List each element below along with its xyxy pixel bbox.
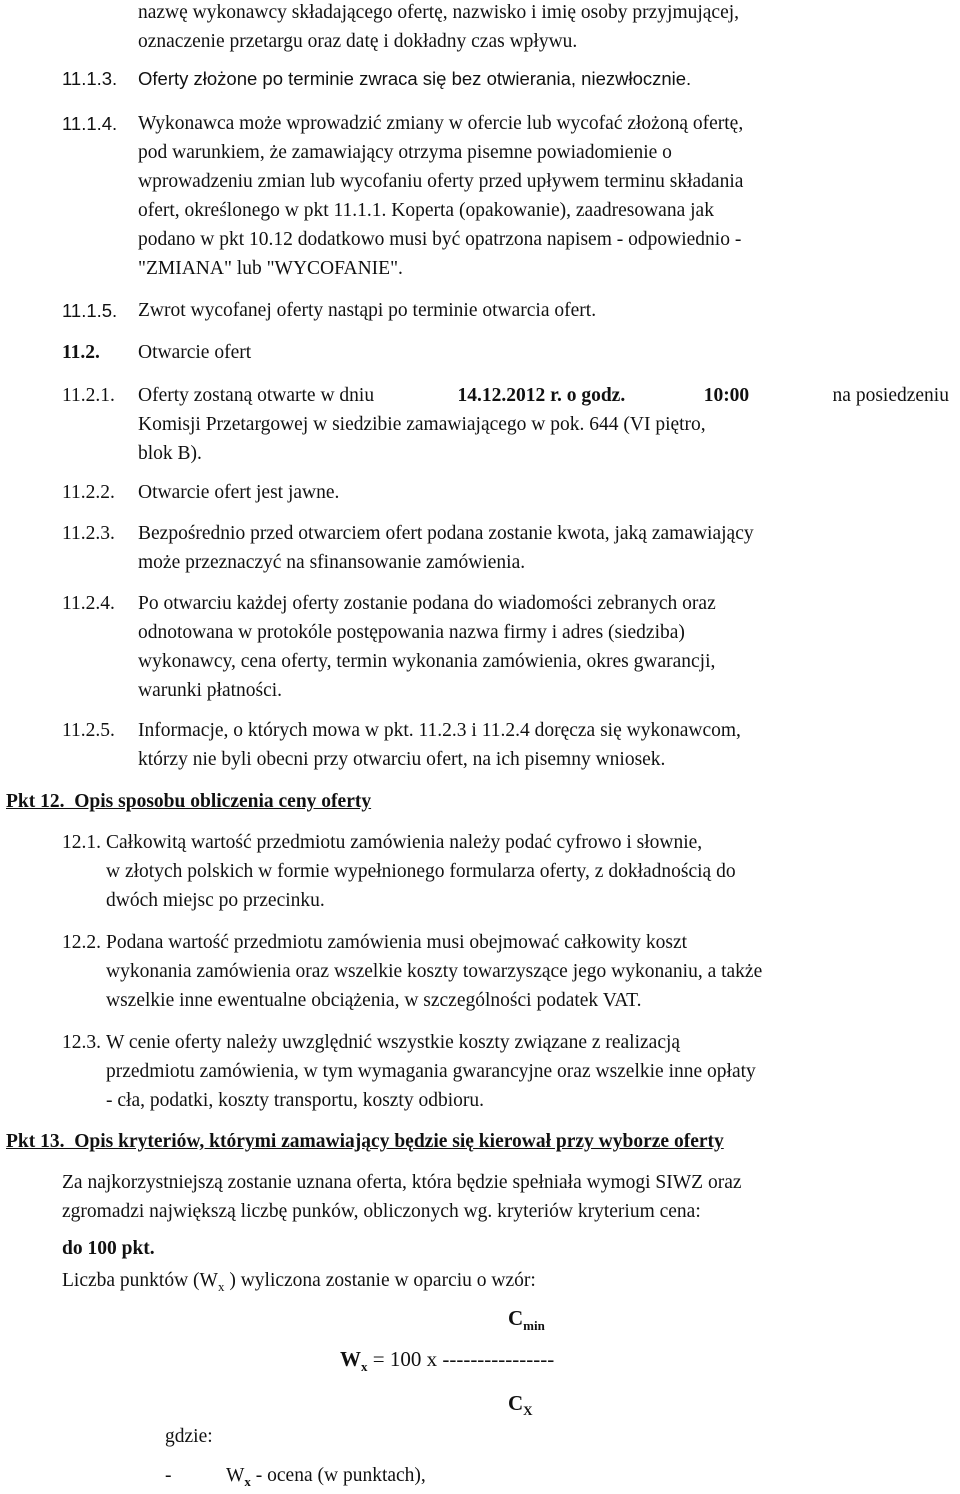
line-text: Podana wartość przedmiotu zamówienia musi obejmować całkowity koszt	[106, 932, 688, 953]
line-text: Liczba punktów (W	[62, 1270, 218, 1291]
paragraph-line: dwóch miejsc po przecinku.	[106, 890, 325, 911]
line-text: odnotowana w protokóle postępowania nazwa firmy i adres (siedziba)	[138, 622, 685, 643]
paragraph-line	[138, 111, 951, 137]
paragraph-line	[106, 1059, 955, 1085]
paragraph-line	[106, 930, 955, 956]
paragraph-line	[138, 140, 951, 166]
section-number: 11.1.5.	[62, 300, 118, 321]
paragraph-line	[106, 859, 955, 885]
line-text: podano w pkt 10.12 dodatkowo musi być opatrzona napisem - odpowiednio -	[138, 229, 742, 250]
line-text: Po otwarciu każdej oferty zostanie podana do wiadomości zebranych oraz	[138, 593, 716, 614]
paragraph-line	[138, 169, 951, 195]
subscript: x	[217, 1279, 225, 1294]
paragraph-line	[138, 383, 949, 409]
paragraph-line	[138, 521, 955, 547]
paragraph-line: którzy nie byli obecni przy otwarciu ofert, na ich pisemny wniosek.	[138, 749, 666, 770]
line-text: Komisji Przetargowej w siedzibie zamawiającego w pok. 644 (VI piętro,	[138, 414, 706, 435]
paragraph-line	[106, 830, 955, 856]
paragraph-line	[138, 591, 955, 617]
line-text: przedmiotu zamówienia, w tym wymagania gwarancyjne oraz wszelkie inne opłaty	[106, 1061, 756, 1082]
line-text: Informacje, o których mowa w pkt. 11.2.3 i 11.2.4 doręcza się wykonawcom,	[138, 720, 741, 741]
line-text: wykonania zamówienia oraz wszelkie koszty towarzyszące jego wykonaniu, a także	[106, 961, 763, 982]
section-number: 11.1.3.	[62, 68, 118, 89]
line-text: Bezpośrednio przed otwarciem ofert podana zostanie kwota, jaką zamawiający	[138, 523, 754, 544]
formula-symbol: C	[508, 1306, 524, 1330]
paragraph-line: warunki płatności.	[138, 680, 283, 701]
section-number: 11.2.2.	[62, 482, 115, 503]
line-text: W cenie oferty należy uwzględnić wszystkie koszty związane z realizacją	[106, 1032, 681, 1053]
line-text: ofert, określonego w pkt 11.1.1. Koperta (opakowanie), zaadresowana jak	[138, 200, 714, 221]
where-label: gdzie:	[165, 1426, 213, 1447]
paragraph-line	[62, 1170, 950, 1196]
paragraph-line: Otwarcie ofert jest jawne.	[138, 482, 340, 503]
formula-denominator	[508, 1390, 533, 1416]
section-number: 11.2.5.	[62, 720, 115, 741]
formula-symbol: C	[508, 1391, 524, 1415]
chapter-heading: Pkt 12. Opis sposobu obliczenia ceny oferty	[6, 791, 372, 812]
paragraph-line: może przeznaczyć na sfinansowanie zamówienia.	[138, 552, 526, 573]
line-text: nazwę wykonawcy składającego ofertę, nazwisko i imię osoby przyjmującej,	[138, 2, 740, 23]
section-number: 11.1.4.	[62, 113, 118, 134]
line-text: ) wyliczona zostanie w oparciu o wzór:	[224, 1270, 536, 1291]
paragraph-line: - cła, podatki, koszty transportu, koszty odbioru.	[106, 1090, 485, 1111]
paragraph-line	[138, 620, 955, 646]
paragraph-line	[138, 198, 951, 224]
formula-rhs: = 100 x ----------------	[367, 1347, 555, 1371]
section-number: 11.2.4.	[62, 593, 115, 614]
section-number: 12.1.	[62, 832, 101, 853]
paragraph-line: Oferty złożone po terminie zwraca się bez otwierania, niezwłocznie.	[138, 68, 692, 89]
section-number: 12.3.	[62, 1032, 101, 1053]
list-dash: -	[165, 1465, 172, 1486]
paragraph-line: Zwrot wycofanej oferty nastąpi po terminie otwarcia ofert.	[138, 300, 597, 321]
line-text: wykonawcy, cena oferty, termin wykonania zamówienia, okres gwarancji,	[138, 651, 716, 672]
subscript: min	[523, 1318, 545, 1333]
paragraph-line: "ZMIANA" lub "WYCOFANIE".	[138, 258, 403, 279]
subscript: x	[244, 1474, 251, 1489]
paragraph-line	[138, 0, 948, 26]
paragraph-line: oznaczenie przetargu oraz datę i dokładny czas wpływu.	[138, 31, 578, 52]
line-text: wprowadzeniu zmian lub wycofaniu oferty przed upływem terminu składania	[138, 171, 744, 192]
line-text: Całkowitą wartość przedmiotu zamówienia należy podać cyfrowo i słownie,	[106, 832, 703, 853]
subscript: x	[361, 1359, 368, 1374]
paragraph-line	[138, 649, 955, 675]
formula-line	[340, 1346, 554, 1372]
paragraph-line	[106, 959, 955, 985]
paragraph-line	[106, 1030, 955, 1056]
formula-intro	[62, 1268, 536, 1294]
paragraph-line: wszelkie inne ewentualne obciążenia, w szczególności podatek VAT.	[106, 990, 642, 1011]
section-heading: Otwarcie ofert	[138, 342, 252, 363]
formula-symbol: W	[340, 1347, 361, 1371]
formula-numerator	[508, 1305, 545, 1331]
section-number: 11.2.3.	[62, 523, 115, 544]
paragraph-line	[138, 227, 951, 253]
definition-line	[226, 1463, 426, 1489]
line-text: Oferty zostaną otwarte w dniu	[138, 385, 379, 406]
line-text: w złotych polskich w formie wypełnionego formularza oferty, z dokładnością do	[106, 861, 736, 882]
opening-time: 10:00	[703, 385, 750, 406]
max-points: do 100 pkt.	[62, 1238, 155, 1259]
line-text: - ocena (w punktach),	[250, 1465, 426, 1486]
line-text: na posiedzeniu	[827, 385, 949, 406]
paragraph-line: blok B).	[138, 443, 202, 464]
chapter-heading: Pkt 13. Opis kryteriów, którymi zamawiający będzie się kierował przy wyborze oferty	[6, 1131, 724, 1152]
paragraph-line	[138, 718, 955, 744]
section-number: 12.2.	[62, 932, 101, 953]
paragraph-line: zgromadzi największą liczbę punków, obliczonych wg. kryteriów kryterium cena:	[62, 1201, 701, 1222]
formula-symbol: W	[226, 1465, 245, 1486]
opening-date: 14.12.2012 r. o godz.	[457, 385, 626, 406]
subscript: X	[523, 1403, 533, 1418]
line-text: Wykonawca może wprowadzić zmiany w ofercie lub wycofać złożoną ofertę,	[138, 113, 744, 134]
paragraph-line	[138, 412, 949, 438]
section-number: 11.2.	[62, 342, 100, 363]
line-text: Za najkorzystniejszą zostanie uznana oferta, która będzie spełniała wymogi SIWZ oraz	[62, 1172, 742, 1193]
section-number: 11.2.1.	[62, 385, 115, 406]
line-text: pod warunkiem, że zamawiający otrzyma pisemne powiadomienie o	[138, 142, 672, 163]
